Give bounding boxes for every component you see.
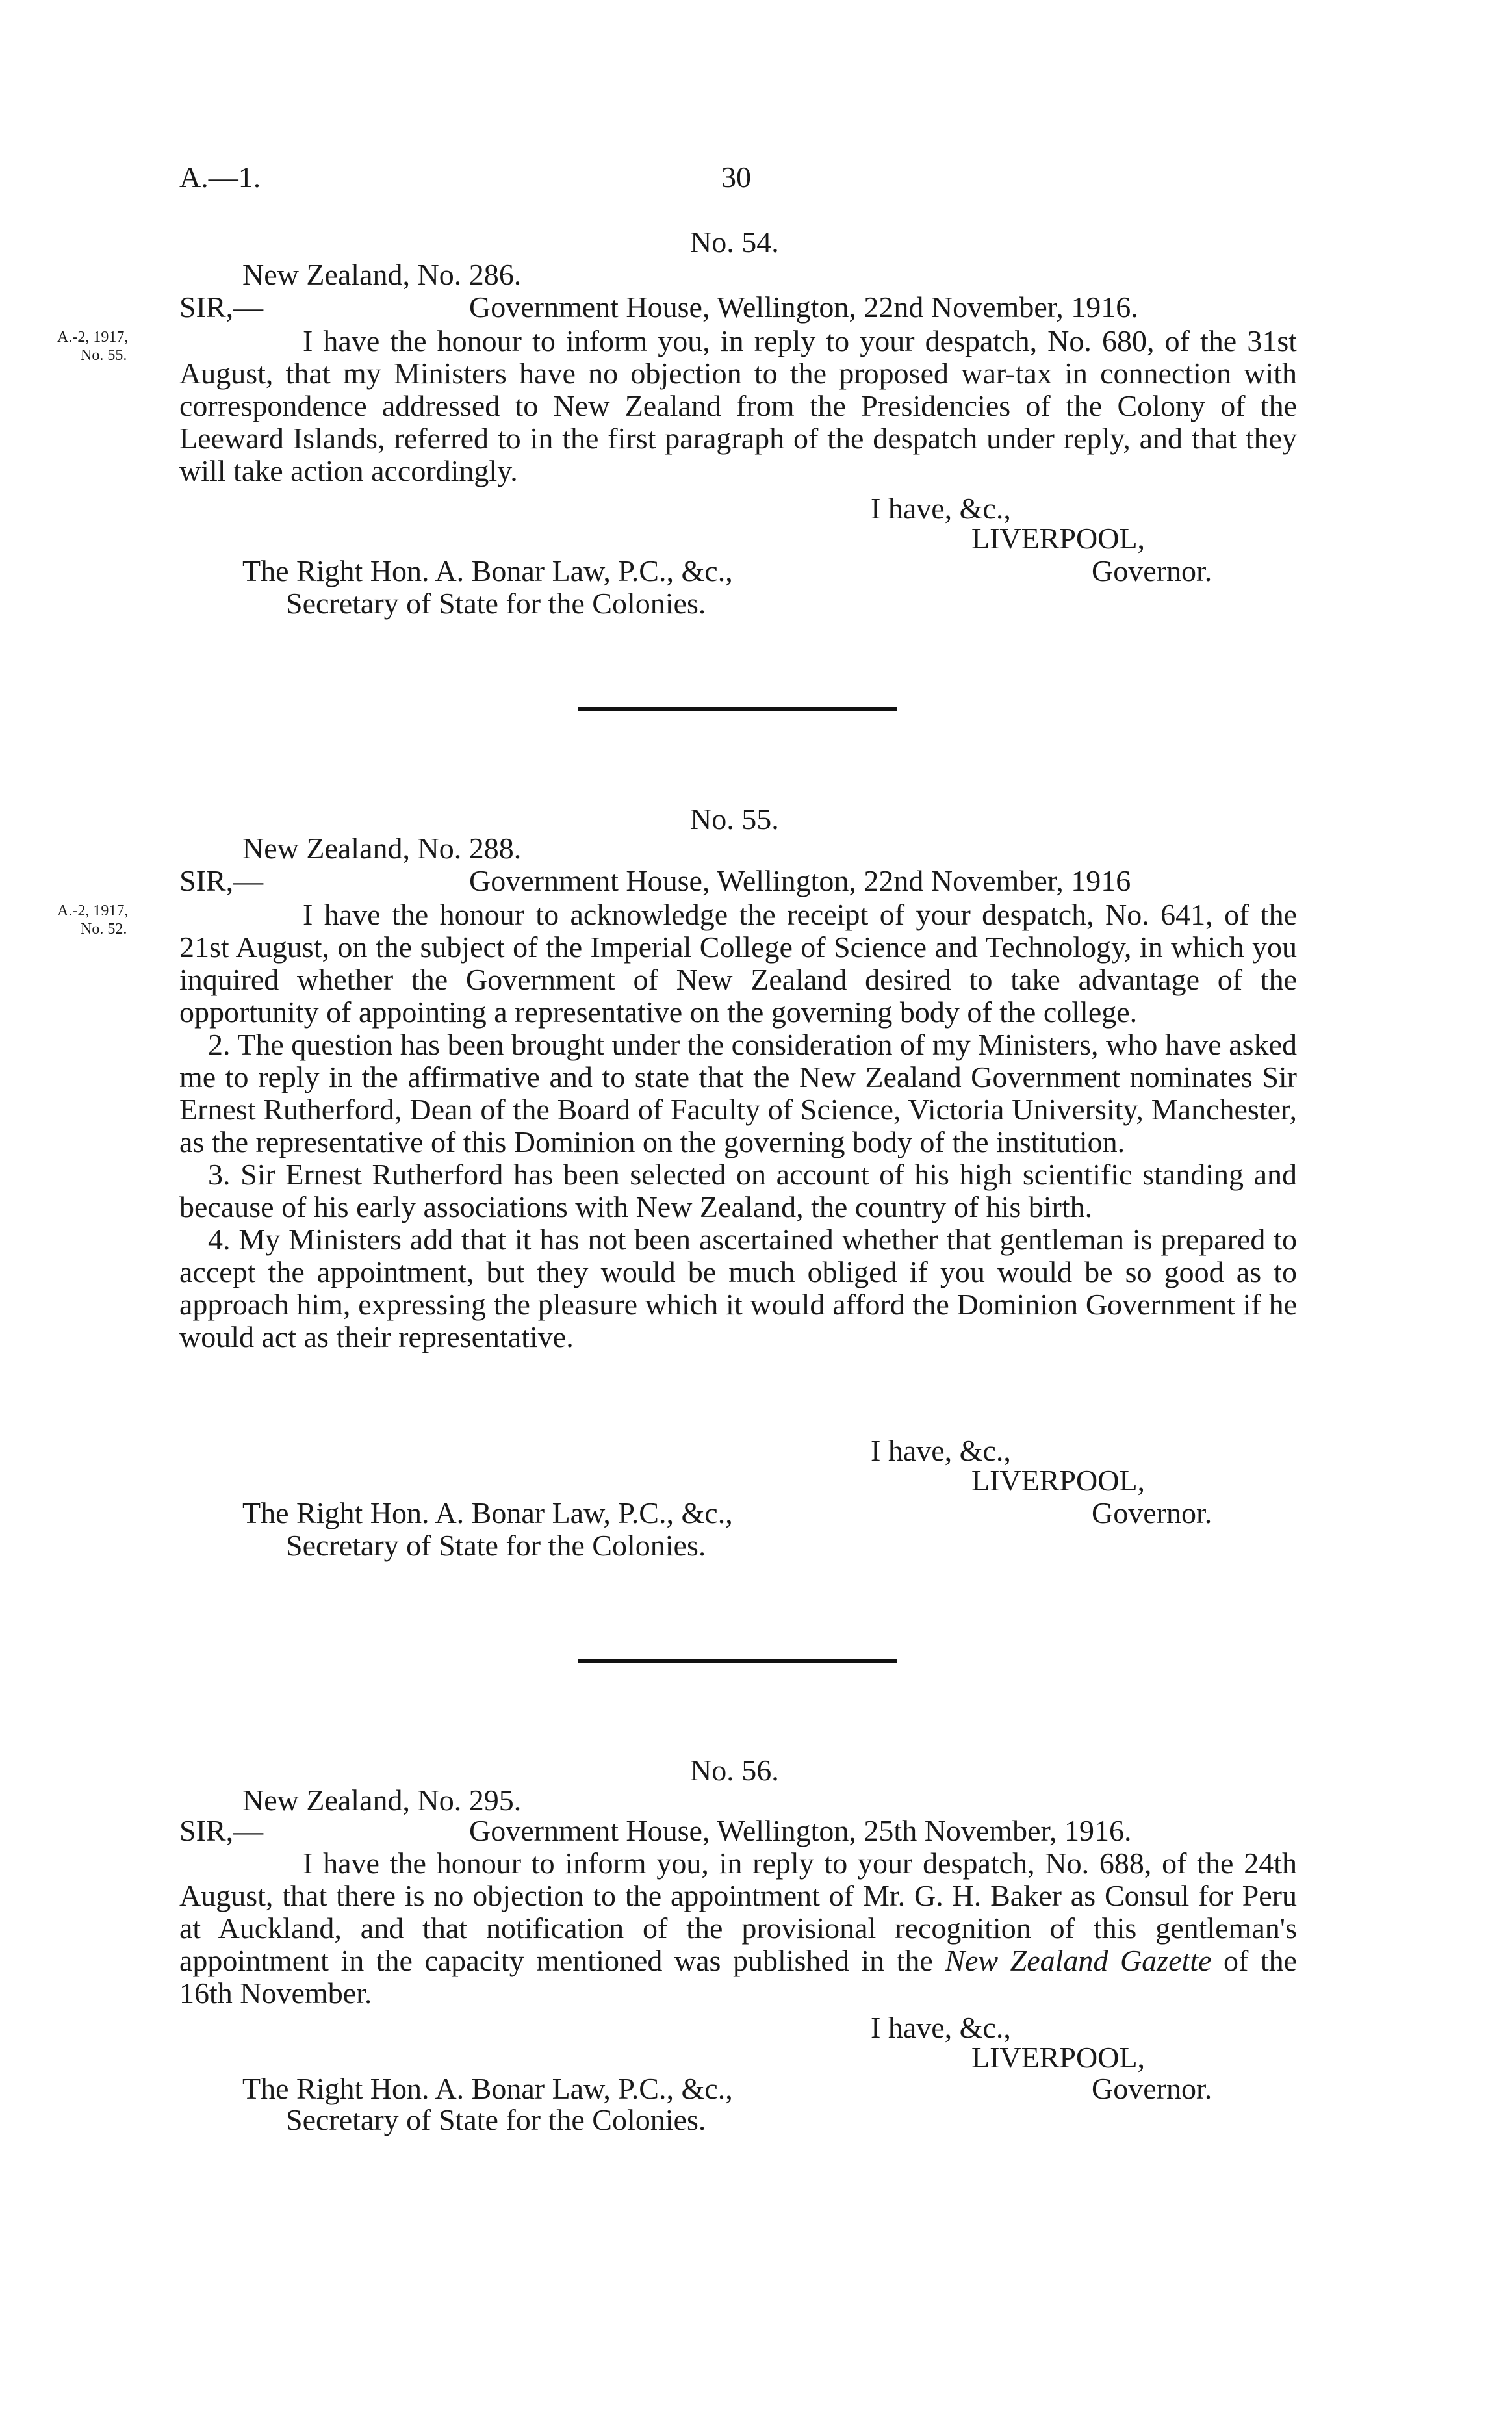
signature: LIVERPOOL,: [971, 2041, 1146, 2074]
closing: I have, &c.,: [871, 1434, 1011, 1467]
body-paragraph: 2. The question has been brought under the consideration of my Ministers, who have asked me to reply in the affirmative and to state that the New Zealand Government nominates Sir Ernest Rutherford, Dean of the Board of Faculty of Science, Victoria University, Manchester, as the representative of this Dominion on the governing body of the institution.: [179, 1028, 1297, 1158]
letter-number: No. 54.: [690, 225, 779, 259]
signature-title: Governor.: [1092, 554, 1212, 587]
letter-number: No. 55.: [690, 802, 779, 836]
body-paragraph: 4. My Ministers add that it has not been ascertained whether that gentleman is prepared to accept the appointment, but they would be much obliged if you would be so good as to approach him, expressing the pleasure which it would afford the Dominion Government if he would act as their representative.: [179, 1223, 1297, 1353]
body-paragraph: 3. Sir Ernest Rutherford has been selected on account of his high scientific standing and because of his early associations with New Zealand, the country of his birth.: [179, 1158, 1297, 1223]
signature: LIVERPOOL,: [971, 1464, 1146, 1497]
recipient-title: Secretary of State for the Colonies.: [286, 1529, 706, 1562]
body-paragraph: I have the honour to acknowledge the receipt of your despatch, No. 641, of the 21st August, on the subject of the Imperial College of Science and Technology, in which you inquired whether the Government of New Zealand desired to take advantage of the opportunity of appointing a representative on the governing body of the college.: [179, 898, 1297, 1029]
body-paragraph: I have the honour to inform you, in reply to your despatch, No. 680, of the 31st August, that my Ministers have no objection to the proposed war-tax in connection with correspondence addressed to New Zealand from the Presidencies of the Colony of the Leeward Islands, referred to in the first paragraph of the despatch under reply, and that they will take action accordingly.: [179, 324, 1297, 487]
sender-address: Government House, Wellington, 22nd November, 1916: [469, 864, 1131, 897]
closing: I have, &c.,: [871, 2011, 1011, 2044]
recipient: The Right Hon. A. Bonar Law, P.C., &c.,: [242, 2072, 733, 2105]
page-number: 30: [721, 160, 751, 194]
signature-title: Governor.: [1092, 2072, 1212, 2105]
letter-reference: New Zealand, No. 288.: [242, 832, 522, 865]
sender-address: Government House, Wellington, 25th November, 1916.: [469, 1814, 1132, 1847]
sender-address: Government House, Wellington, 22nd November, 1916.: [469, 290, 1138, 324]
salutation: SIR,—: [179, 864, 264, 897]
recipient-title: Secretary of State for the Colonies.: [286, 587, 706, 620]
recipient: The Right Hon. A. Bonar Law, P.C., &c.,: [242, 1496, 733, 1529]
letter-reference: New Zealand, No. 286.: [242, 258, 522, 291]
letter-number: No. 56.: [690, 1754, 779, 1787]
salutation: SIR,—: [179, 1814, 264, 1847]
recipient: The Right Hon. A. Bonar Law, P.C., &c.,: [242, 554, 733, 587]
salutation: SIR,—: [179, 290, 264, 324]
letter-reference: New Zealand, No. 295.: [242, 1784, 522, 1817]
signature: LIVERPOOL,: [971, 522, 1146, 555]
section-divider: [578, 707, 897, 711]
gazette-title: New Zealand Gazette: [945, 1944, 1212, 1977]
page-ref: A.—1.: [179, 160, 261, 194]
letter-body: [0, 898, 1297, 1353]
closing: I have, &c.,: [871, 492, 1011, 525]
recipient-title: Secretary of State for the Colonies.: [286, 2103, 706, 2136]
body-paragraph: I have the honour to inform you, in reply to your despatch, No. 688, of the 24th August, that there is no objection to the appointment of Mr. G. H. Baker as Consul for Peru at Auckland, and that notification of the provisional recognition of this gentleman's appointment in the capacity mentioned was published in the New Zealand Gazette of the 16th November.: [179, 1847, 1298, 2010]
section-divider: [578, 1659, 897, 1663]
margin-note: A.-2, 1917, No. 52.: [57, 902, 129, 938]
margin-note: A.-2, 1917, No. 55.: [57, 329, 129, 364]
signature-title: Governor.: [1092, 1496, 1212, 1529]
